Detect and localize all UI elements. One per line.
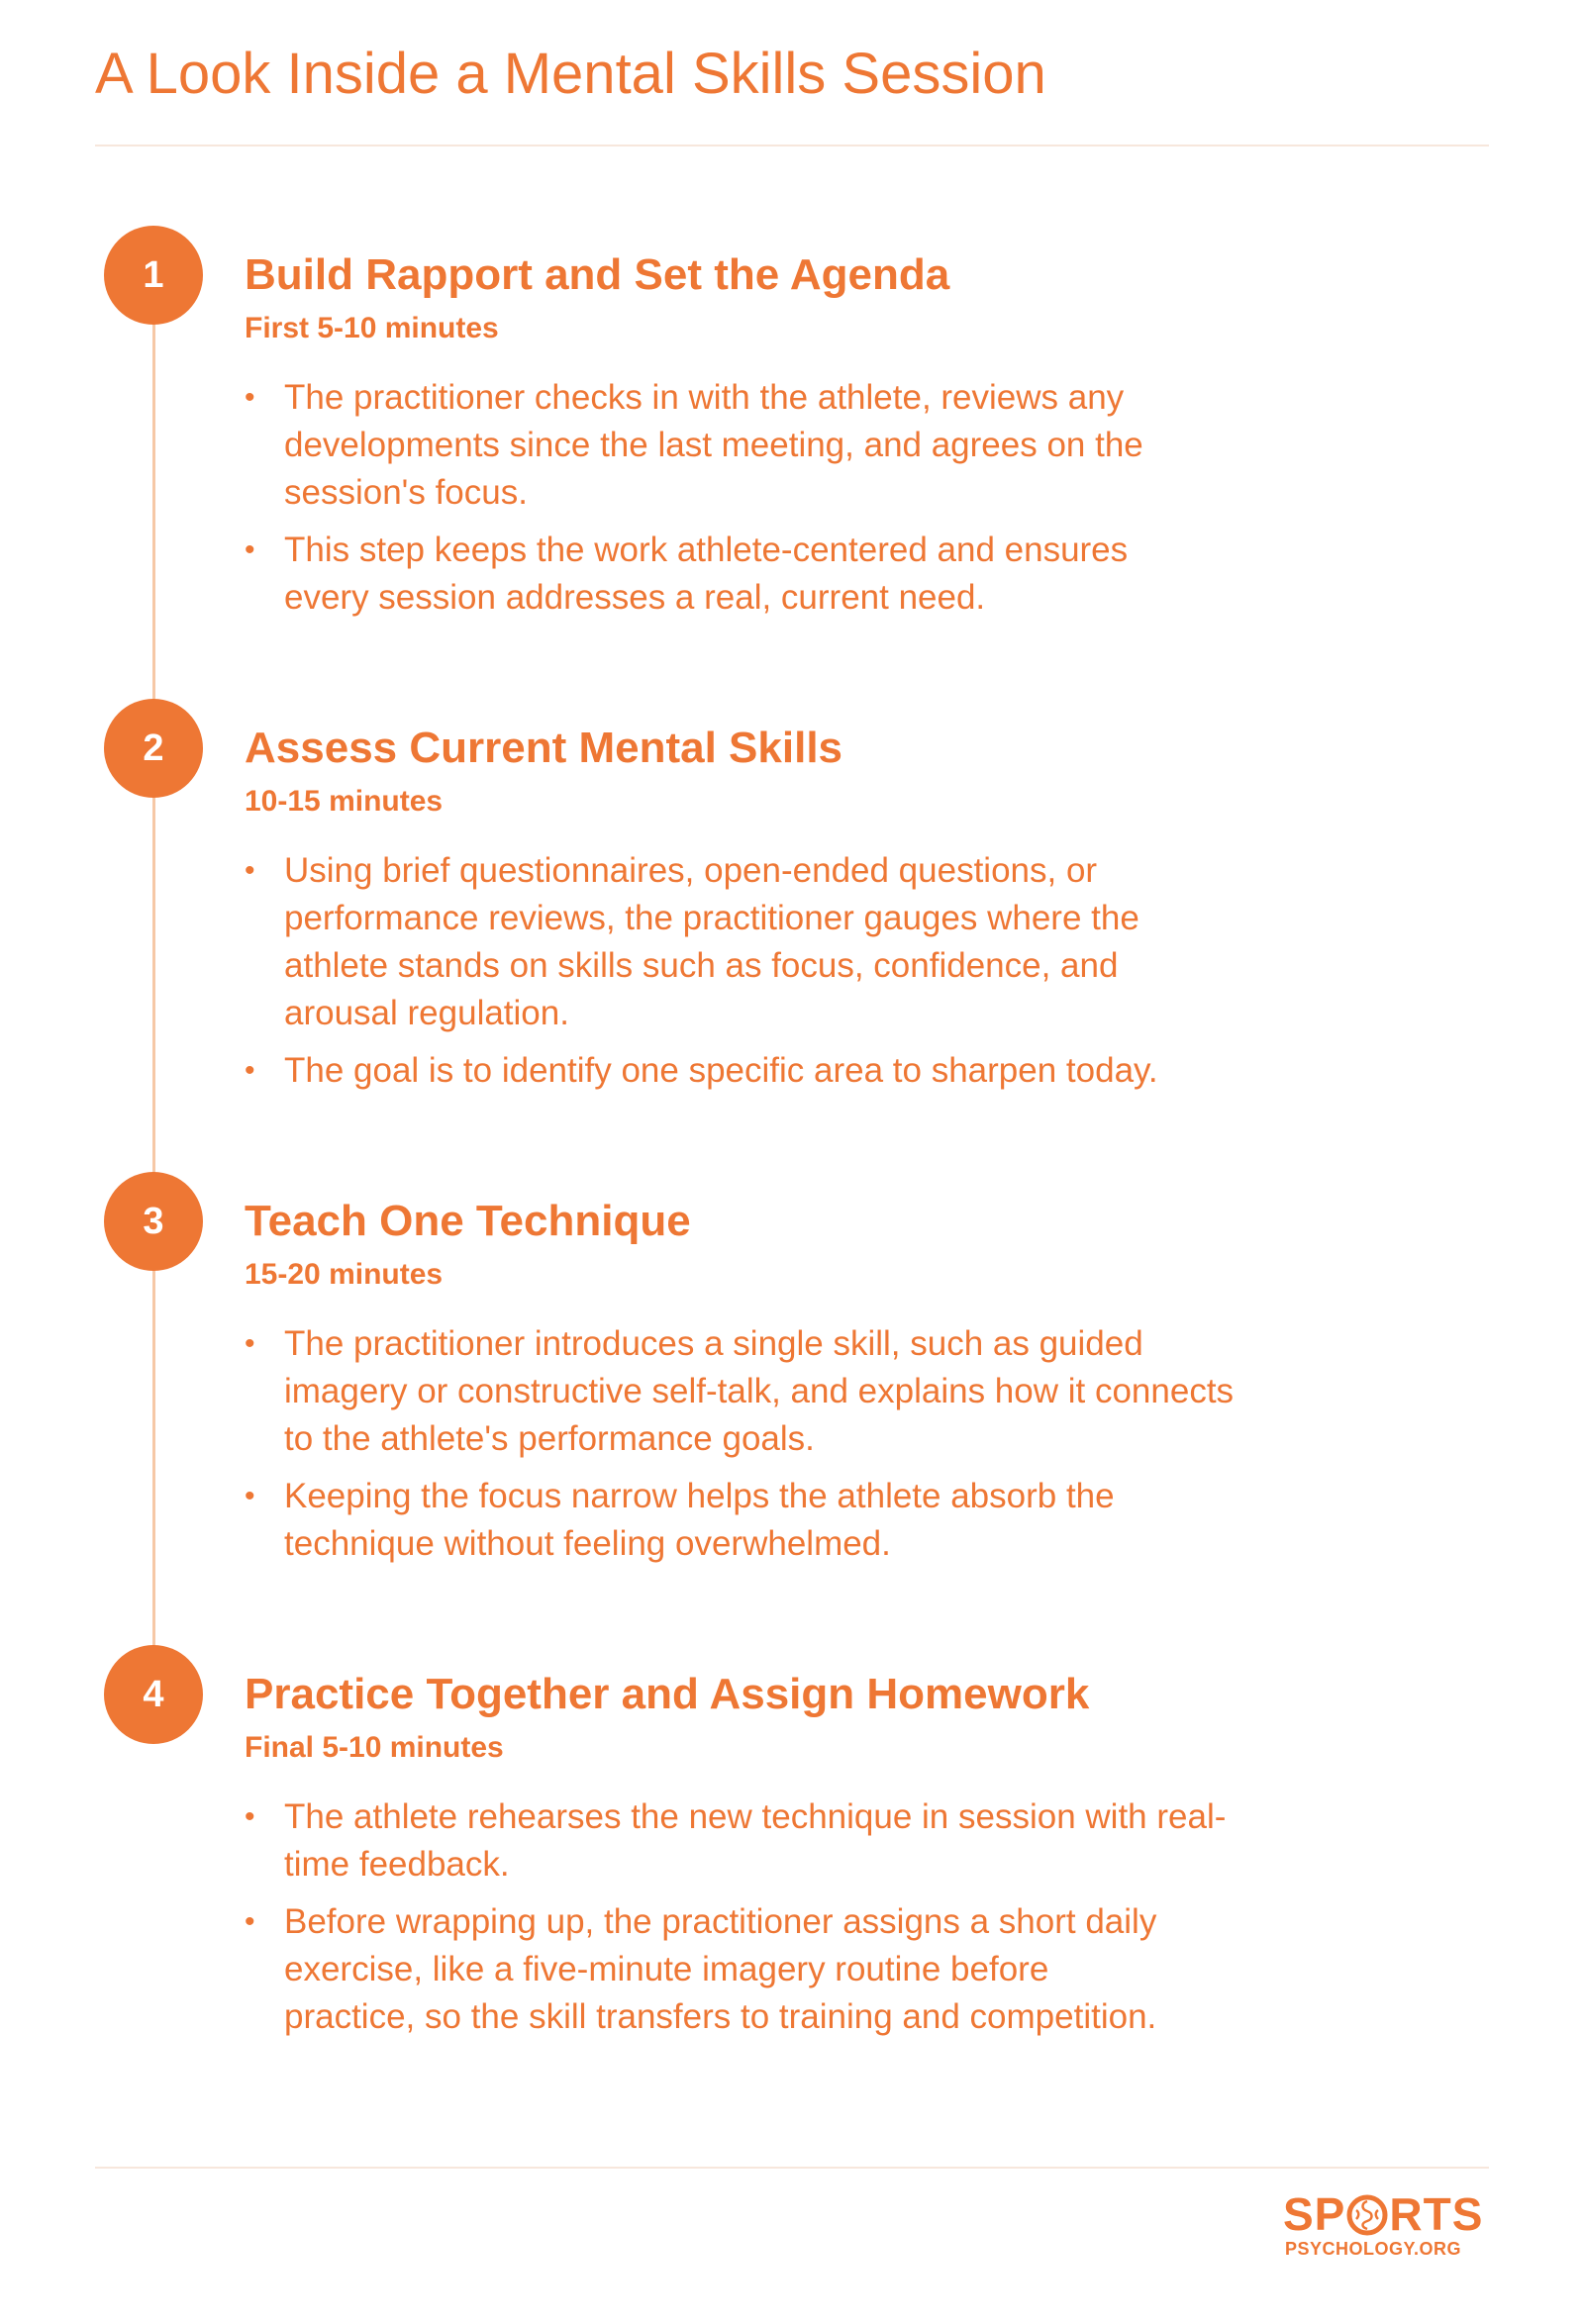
logo-subtitle: PSYCHOLOGY.ORG — [1285, 2239, 1462, 2259]
logo-text-right: RTS — [1389, 2188, 1484, 2240]
bullet-icon: • — [245, 1800, 255, 1833]
bullet-icon: • — [245, 533, 255, 566]
bullet-text: Keeping the focus narrow helps the athlete absorb the technique without feeling overwhelmed. — [284, 1477, 1115, 1563]
step-title: Assess Current Mental Skills — [245, 724, 843, 772]
list-item — [245, 1898, 1175, 2041]
bullet-icon: • — [245, 1327, 255, 1360]
list-item — [245, 847, 1235, 1037]
list-item — [245, 527, 1215, 622]
bullet-icon: • — [245, 854, 255, 887]
step-title: Teach One Technique — [245, 1197, 691, 1245]
step-bullet-list — [245, 1793, 1235, 2051]
bullet-text: The goal is to identify one specific area to sharpen today. — [284, 1051, 1158, 1090]
list-item — [245, 1047, 1235, 1095]
step-duration: 10-15 minutes — [245, 785, 444, 818]
bullet-icon: • — [245, 1054, 255, 1087]
timeline-line — [152, 275, 155, 1661]
step-duration: Final 5-10 minutes — [245, 1731, 504, 1764]
step-duration: 15-20 minutes — [245, 1258, 444, 1291]
step-duration: First 5-10 minutes — [245, 312, 499, 344]
bullet-text: The practitioner introduces a single skill, such as guided imagery or constructive self-talk, and explains how it connects to the athlete's performance goals. — [284, 1324, 1235, 1458]
list-item — [245, 1473, 1235, 1568]
list-item — [245, 1793, 1235, 1888]
bullet-icon: • — [245, 1480, 255, 1512]
step-number-badge: 4 — [104, 1645, 203, 1744]
brain-icon — [1345, 2193, 1389, 2237]
bullet-text: The athlete rehearses the new technique in session with real-time feedback. — [284, 1797, 1227, 1884]
bullet-text: Using brief questionnaires, open-ended questions, or performance reviews, the practitioner gauges where the athlete stands on skills such as focus, confidence, and arousal regulation. — [284, 851, 1139, 1032]
bullet-text: This step keeps the work athlete-centered and ensures every session addresses a real, current need. — [284, 531, 1129, 617]
list-item — [245, 374, 1215, 517]
bullet-icon: • — [245, 381, 255, 414]
top-divider — [95, 145, 1489, 146]
list-item — [245, 1320, 1235, 1463]
page-title: A Look Inside a Mental Skills Session — [95, 42, 1046, 106]
sportspsychology-logo — [1283, 2189, 1491, 2259]
step-bullet-list — [245, 374, 1235, 631]
step-number-badge: 3 — [104, 1172, 203, 1271]
bullet-text: The practitioner checks in with the athlete, reviews any developments since the last meeting, and agrees on the session's focus. — [284, 378, 1143, 512]
logo-wordmark — [1283, 2189, 1483, 2239]
step-bullet-list — [245, 1320, 1235, 1578]
step-number-badge: 2 — [104, 699, 203, 798]
logo-text-left: SP — [1283, 2188, 1346, 2240]
bullet-text: Before wrapping up, the practitioner assigns a short daily exercise, like a five-minute imagery routine before practice, so the skill transfers to training and competition. — [284, 1902, 1157, 2036]
step-title: Practice Together and Assign Homework — [245, 1670, 1090, 1718]
step-number-badge: 1 — [104, 226, 203, 325]
bottom-divider — [95, 2167, 1489, 2169]
step-bullet-list — [245, 847, 1235, 1105]
step-title: Build Rapport and Set the Agenda — [245, 250, 950, 299]
bullet-icon: • — [245, 1905, 255, 1938]
